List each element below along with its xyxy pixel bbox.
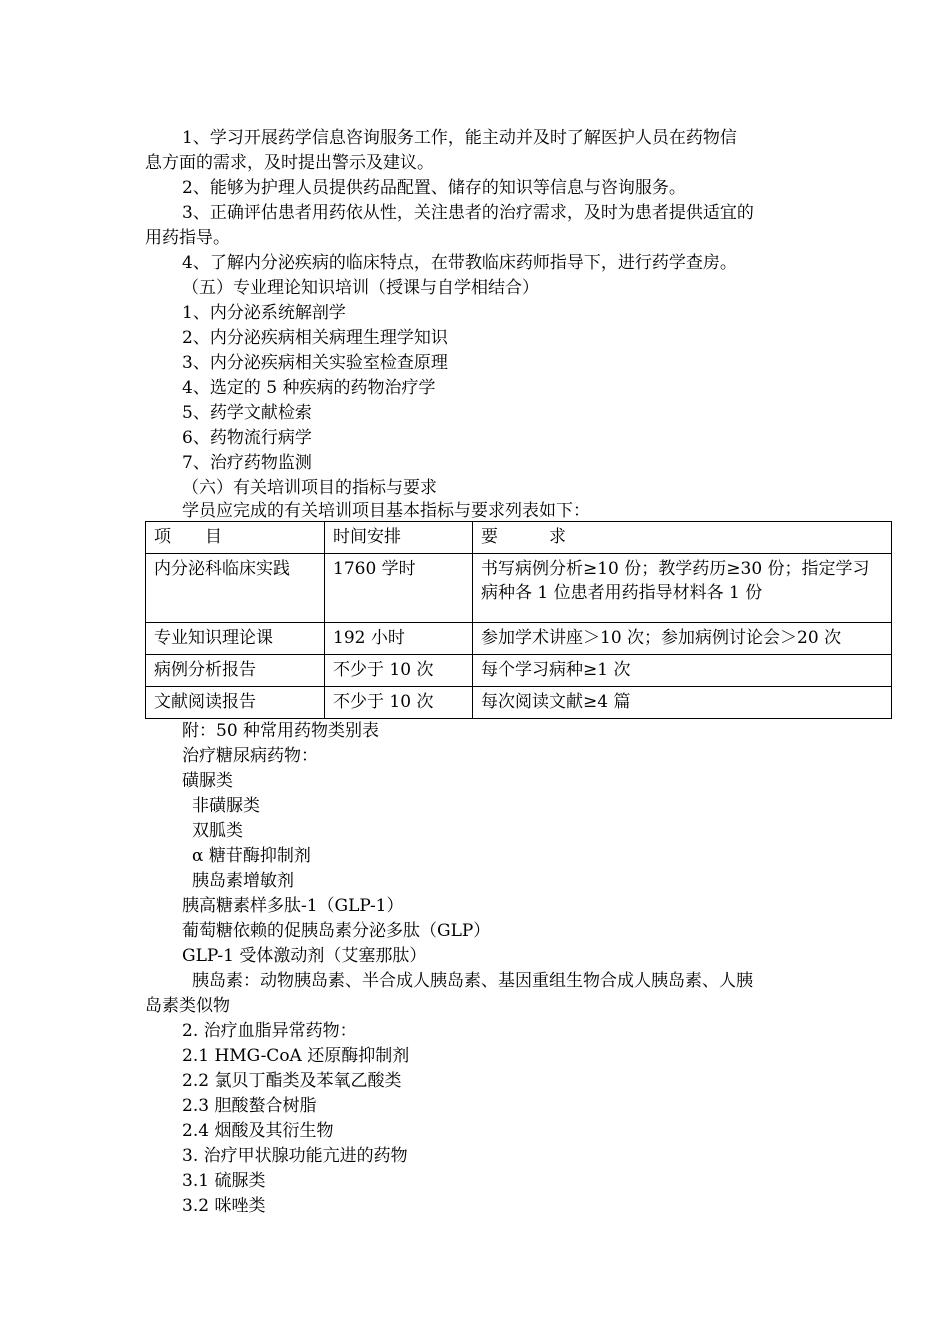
drug-class-item: 3.1 硫脲类	[182, 1171, 266, 1191]
drug-class-item: 2.2 氯贝丁酯类及苯氧乙酸类	[182, 1071, 402, 1091]
table-row	[146, 655, 892, 687]
list-item: 4、选定的 5 种疾病的药物治疗学	[182, 378, 436, 398]
drug-class-item: 2.3 胆酸螯合树脂	[182, 1096, 317, 1116]
list-item: 1、内分泌系统解剖学	[182, 303, 346, 323]
cell-requirements: 书写病例分析≥10 份；教学药历≥30 份；指定学习病种各 1 位患者用药指导材料各 1 份	[473, 554, 892, 623]
para-2: 2、能够为护理人员提供药品配置、储存的知识等信息与咨询服务。	[182, 178, 686, 198]
appendix-title: 附：50 种常用药物类别表	[182, 721, 380, 741]
cell-schedule: 192 小时	[325, 623, 473, 655]
drug-group-heading: 3. 治疗甲状腺功能亢进的药物	[182, 1146, 408, 1166]
insulin-line-2: 岛素类似物	[145, 996, 230, 1016]
requirements-table	[145, 521, 892, 719]
list-item: 5、药学文献检索	[182, 403, 312, 423]
drug-class-item: 2.1 HMG-CoA 还原酶抑制剂	[182, 1046, 410, 1066]
section-6-heading: （六）有关培训项目的指标与要求	[182, 478, 437, 498]
header-requirements: 要 求	[473, 522, 892, 554]
drug-class-item: 非磺脲类	[192, 796, 260, 816]
table-intro: 学员应完成的有关培训项目基本指标与要求列表如下：	[182, 501, 590, 521]
drug-class-item: 3.2 咪唑类	[182, 1196, 266, 1216]
cell-requirements: 每次阅读文献≥4 篇	[473, 687, 892, 719]
para-4: 4、了解内分泌疾病的临床特点，在带教临床药师指导下，进行药学查房。	[182, 253, 737, 273]
table-header-row	[146, 522, 892, 554]
list-item: 3、内分泌疾病相关实验室检查原理	[182, 353, 448, 373]
drug-class-item: 2.4 烟酸及其衍生物	[182, 1121, 334, 1141]
para-3-line-2: 用药指导。	[145, 228, 230, 248]
table-row	[146, 687, 892, 719]
drug-class-item: 胰高糖素样多肽-1（GLP-1）	[182, 896, 404, 916]
drug-group-heading: 治疗糖尿病药物：	[182, 746, 318, 766]
para-1-line-1: 1、学习开展药学信息咨询服务工作，能主动并及时了解医护人员在药物信	[182, 128, 737, 148]
table-row	[146, 623, 892, 655]
drug-group-heading: 2. 治疗血脂异常药物：	[182, 1021, 357, 1041]
cell-item: 病例分析报告	[146, 655, 325, 687]
insulin-line-1: 胰岛素：动物胰岛素、半合成人胰岛素、基因重组生物合成人胰岛素、人胰	[192, 971, 753, 991]
table-row	[146, 554, 892, 623]
header-item: 项 目	[146, 522, 325, 554]
drug-class-item: GLP-1 受体激动剂（艾塞那肽）	[182, 946, 427, 966]
drug-class-item: 胰岛素增敏剂	[192, 871, 294, 891]
drug-class-item: 双胍类	[192, 821, 243, 841]
cell-item: 内分泌科临床实践	[146, 554, 325, 623]
para-3-line-1: 3、正确评估患者用药依从性，关注患者的治疗需求，及时为患者提供适宜的	[182, 203, 754, 223]
cell-requirements: 每个学习病种≥1 次	[473, 655, 892, 687]
cell-item: 文献阅读报告	[146, 687, 325, 719]
section-5-heading: （五）专业理论知识培训（授课与自学相结合）	[182, 278, 539, 298]
list-item: 2、内分泌疾病相关病理生理学知识	[182, 328, 448, 348]
drug-class-item: α 糖苷酶抑制剂	[192, 846, 311, 866]
drug-class-item: 磺脲类	[182, 771, 233, 791]
cell-schedule: 不少于 10 次	[325, 687, 473, 719]
list-item: 7、治疗药物监测	[182, 453, 312, 473]
cell-item: 专业知识理论课	[146, 623, 325, 655]
cell-schedule: 不少于 10 次	[325, 655, 473, 687]
list-item: 6、药物流行病学	[182, 428, 312, 448]
cell-requirements: 参加学术讲座＞10 次；参加病例讨论会＞20 次	[473, 623, 892, 655]
drug-class-item: 葡萄糖依赖的促胰岛素分泌多肽（GLP）	[182, 921, 491, 941]
header-schedule: 时间安排	[325, 522, 473, 554]
para-1-line-2: 息方面的需求，及时提出警示及建议。	[145, 153, 434, 173]
cell-schedule: 1760 学时	[325, 554, 473, 623]
